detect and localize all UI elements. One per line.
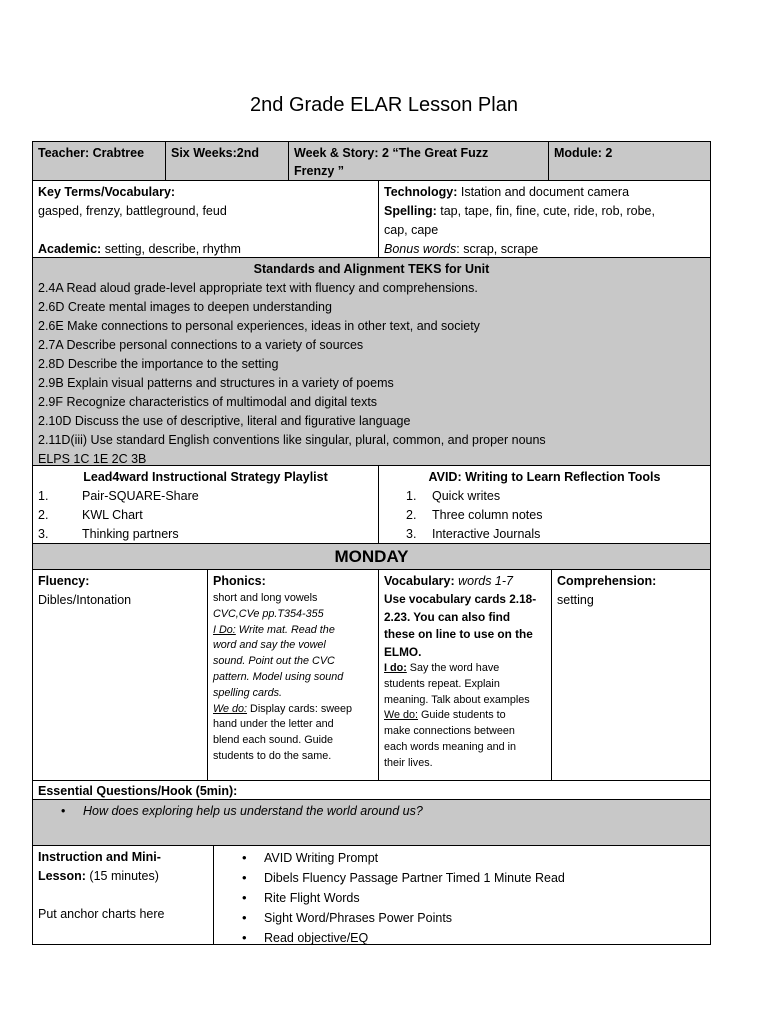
- standard-item: 2.10D Discuss the use of descriptive, literal and figurative language: [38, 414, 411, 428]
- spelling-line: [384, 202, 705, 221]
- week-story-cell: [288, 141, 549, 181]
- standards-cell: [32, 257, 711, 466]
- vocabulary-col-cell: Vocabulary: words 1-7 Use vocabulary cards 2.18- 2.23. You can also find these on line to use on the ELMO. I do: Say the word have students repeat. Explain meaning. Talk about examples We do: Guide students to make connections between each words meaning and in their lives.: [378, 569, 552, 781]
- six-weeks-cell: [165, 141, 289, 181]
- anchor-charts-note: Put anchor charts here: [38, 907, 165, 921]
- instruction-label-cell: [32, 845, 214, 945]
- module-cell: [548, 141, 711, 181]
- standard-item: 2.7A Describe personal connections to a variety of sources: [38, 338, 364, 352]
- technology-text: Istation and document camera: [457, 185, 630, 199]
- spelling-text-2: cap, cape: [384, 223, 439, 237]
- list-item: 1. Pair-SQUARE-Share: [38, 489, 199, 503]
- bonus-text: : scrap, scrape: [456, 242, 539, 256]
- phonics-line: short and long vowels: [213, 592, 318, 604]
- teacher-label: Teacher: Crabtree: [38, 146, 145, 160]
- list-item: 3. Thinking partners: [38, 527, 179, 541]
- fluency-text: Dibles/Intonation: [38, 593, 132, 607]
- standard-item: 2.6E Make connections to personal experiences, ideas in other text, and society: [38, 319, 480, 333]
- spelling-label: Spelling:: [384, 204, 437, 218]
- instruction-list-cell: [213, 845, 711, 945]
- lead4ward-heading: Lead4ward Instructional Strategy Playlist: [83, 470, 328, 484]
- phonics-cell: Phonics: short and long vowels CVC,CVe pp.T354-355 I Do: Write mat. Read the word and say the vowel sound. Point out the CVC pattern. Model using sound spelling cards. We do: Display cards: sweep hand under the letter and blend each sound. Guide students to do the same.: [207, 569, 379, 781]
- day-banner: MONDAY: [32, 543, 711, 570]
- list-item: • Rite Flight Words: [242, 888, 705, 908]
- module-label: Module: 2: [554, 146, 613, 160]
- standard-item: 2.9B Explain visual patterns and structures in a variety of poems: [38, 376, 394, 390]
- page-title: 2nd Grade ELAR Lesson Plan: [250, 94, 518, 116]
- comprehension-text: setting: [557, 593, 594, 607]
- wedo-label: We do:: [384, 709, 419, 722]
- ido-label: I do:: [384, 662, 407, 674]
- standard-item: 2.4A Read aloud grade-level appropriate text with fluency and comprehensions.: [38, 281, 478, 295]
- standards-heading: Standards and Alignment TEKS for Unit: [253, 262, 490, 276]
- phonics-label: Phonics:: [213, 574, 266, 588]
- vocabulary-cell: [32, 180, 379, 258]
- list-item: 2. KWL Chart: [38, 508, 143, 522]
- fluency-label: Fluency:: [38, 574, 90, 588]
- vocabulary-col-heading: Vocabulary: words 1-7: [384, 574, 513, 588]
- bonus-label: Bonus words: [384, 242, 457, 256]
- essential-question: • How does exploring help us understand the world around us?: [61, 804, 423, 818]
- technology-cell: [378, 180, 711, 258]
- key-terms-label: Key Terms/Vocabulary:: [38, 185, 176, 199]
- bonus-line: [384, 240, 705, 258]
- list-item: 2. Three column notes: [406, 508, 543, 522]
- teacher-cell: [32, 141, 166, 181]
- academic-line: [38, 240, 373, 258]
- week-story-line-2: Frenzy ”: [294, 164, 345, 178]
- essential-question-cell: [32, 799, 711, 846]
- academic-text: setting, describe, rhythm: [101, 242, 241, 256]
- comprehension-label: Comprehension:: [557, 574, 657, 588]
- list-item: • Read objective/EQ: [242, 928, 705, 945]
- avid-cell: [378, 465, 711, 544]
- list-item: 3. Interactive Journals: [406, 527, 541, 541]
- list-item: • Sight Word/Phrases Power Points: [242, 908, 705, 928]
- phonics-line: CVC,CVe pp.T354-355: [213, 607, 324, 620]
- comprehension-cell: [551, 569, 711, 781]
- standard-item: 2.11D(iii) Use standard English conventions like singular, plural, common, and proper nouns: [38, 433, 546, 447]
- essential-label: Essential Questions/Hook (5min):: [32, 780, 711, 800]
- technology-label: Technology:: [384, 185, 458, 199]
- wedo-label: We do:: [213, 702, 248, 715]
- technology-line: [384, 183, 705, 202]
- standard-item: 2.9F Recognize characteristics of multimodal and digital texts: [38, 395, 378, 409]
- elps-item: ELPS 1C 1E 2C 3B: [38, 452, 147, 466]
- ido-label: I Do:: [213, 623, 236, 636]
- fluency-cell: [32, 569, 208, 781]
- lead4ward-cell: [32, 465, 379, 544]
- spelling-text-1: tap, tape, fin, fine, cute, ride, rob, robe,: [436, 204, 655, 218]
- instruction-label: Instruction and Mini-: [38, 850, 161, 864]
- key-terms-text: gasped, frenzy, battleground, feud: [38, 204, 227, 218]
- list-item: 1. Quick writes: [406, 489, 501, 503]
- list-item: • Dibels Fluency Passage Partner Timed 1 Minute Read: [242, 868, 705, 888]
- week-story-line-1: Week & Story: 2 “The Great Fuzz: [294, 146, 489, 160]
- standard-item: 2.6D Create mental images to deepen understanding: [38, 300, 332, 314]
- instruction-minutes-line: Lesson: (15 minutes): [38, 869, 159, 883]
- list-item: • AVID Writing Prompt: [242, 848, 705, 868]
- six-weeks-label: Six Weeks:2nd: [171, 146, 260, 160]
- academic-label: Academic:: [38, 242, 102, 256]
- standard-item: 2.8D Describe the importance to the setting: [38, 357, 279, 371]
- avid-heading: AVID: Writing to Learn Reflection Tools: [428, 470, 661, 484]
